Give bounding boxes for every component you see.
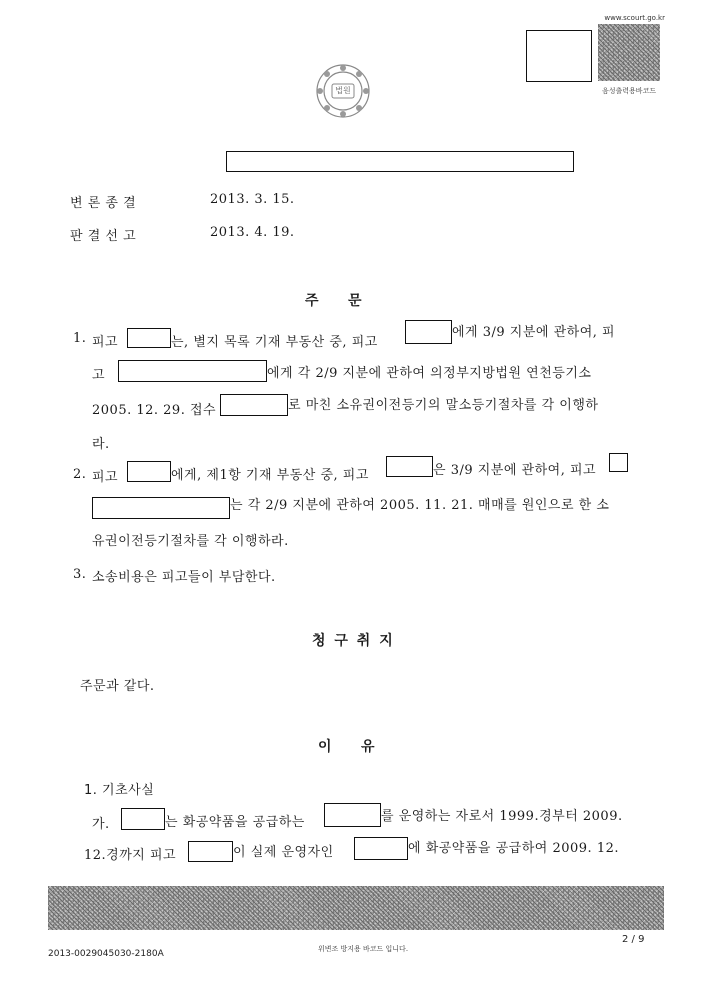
item1-line2a: 고 (92, 368, 106, 383)
seal-text: 법원 (335, 86, 351, 95)
para-a-seg3: 를 운영하는 자로서 1999.경부터 2009. (381, 809, 623, 824)
barcode-caption: 음성출력용바코드 (602, 87, 657, 95)
item1-seg1: 피고 (92, 335, 119, 350)
top-qr-barcode (598, 24, 660, 81)
redacted-box (92, 497, 230, 519)
date-value-hearing-end: 2013. 3. 15. (210, 192, 295, 207)
redacted-box (127, 461, 171, 482)
item1-seg3: 에게 3/9 지분에 관하여, 피 (452, 325, 616, 340)
redacted-box (324, 803, 381, 827)
date-label-hearing-end: 변 론 종 결 (70, 196, 137, 211)
date-value-judgment: 2013. 4. 19. (210, 225, 295, 240)
item2-line2: 는 각 2/9 지분에 관하여 2005. 11. 21. 매매를 원인으로 한 소 (230, 498, 610, 513)
item1-line2b: 에게 각 2/9 지분에 관하여 의정부지방법원 연천등기소 (267, 366, 592, 381)
document-number: 2013-0029045030-2180A (48, 949, 164, 959)
redacted-box (405, 320, 452, 344)
section-basic-facts: 1. 기초사실 (84, 783, 155, 798)
redacted-case-title (226, 151, 574, 172)
anti-forgery-barcode (48, 886, 664, 930)
claim-text: 주문과 같다. (80, 679, 155, 694)
item2-number: 2. (73, 467, 87, 482)
para-a-seg1: 가. (92, 817, 110, 832)
page-number: 2 / 9 (622, 934, 645, 945)
redacted-box (121, 808, 165, 830)
item2-seg3: 은 3/9 지분에 관하여, 피고 (433, 463, 597, 478)
redacted-box (188, 841, 233, 862)
item2-seg1: 피고 (92, 470, 119, 485)
item2-line3: 유권이전등기절차를 각 이행하라. (92, 534, 289, 549)
court-seal (314, 62, 372, 120)
para-a-line2a: 12.경까지 피고 (84, 848, 177, 863)
item1-seg2: 는, 별지 목록 기재 부동산 중, 피고 (171, 335, 378, 350)
judgment-heading: 주 문 (305, 293, 364, 309)
redacted-box (526, 30, 592, 82)
para-a-line2b: 이 실제 운영자인 (233, 845, 334, 860)
redacted-box (127, 328, 171, 348)
item2-seg2: 에게, 제1항 기재 부동산 중, 피고 (171, 468, 369, 483)
reasons-heading: 이 유 (318, 739, 377, 755)
redacted-box (386, 456, 433, 477)
item1-number: 1. (73, 331, 87, 346)
claim-heading: 청 구 취 지 (312, 633, 395, 649)
item3-text: 소송비용은 피고들이 부담한다. (92, 570, 276, 585)
item3-number: 3. (73, 567, 87, 582)
para-a-seg2: 는 화공약품을 공급하는 (165, 815, 305, 830)
redacted-box (609, 453, 628, 472)
footer-caption: 위변조 방지용 바코드 입니다. (318, 945, 409, 953)
item1-line3b: 로 마친 소유권이전등기의 말소등기절차를 각 이행하 (288, 398, 599, 413)
redacted-box (118, 360, 267, 382)
item1-line4: 라. (92, 437, 110, 452)
redacted-box (354, 837, 408, 860)
date-label-judgment: 판 결 선 고 (70, 229, 137, 244)
para-a-line2c: 에 화공약품을 공급하여 2009. 12. (408, 841, 620, 856)
item1-line3a: 2005. 12. 29. 접수 (92, 403, 217, 418)
court-url: www.scourt.go.kr (604, 14, 665, 22)
redacted-box (220, 394, 288, 416)
